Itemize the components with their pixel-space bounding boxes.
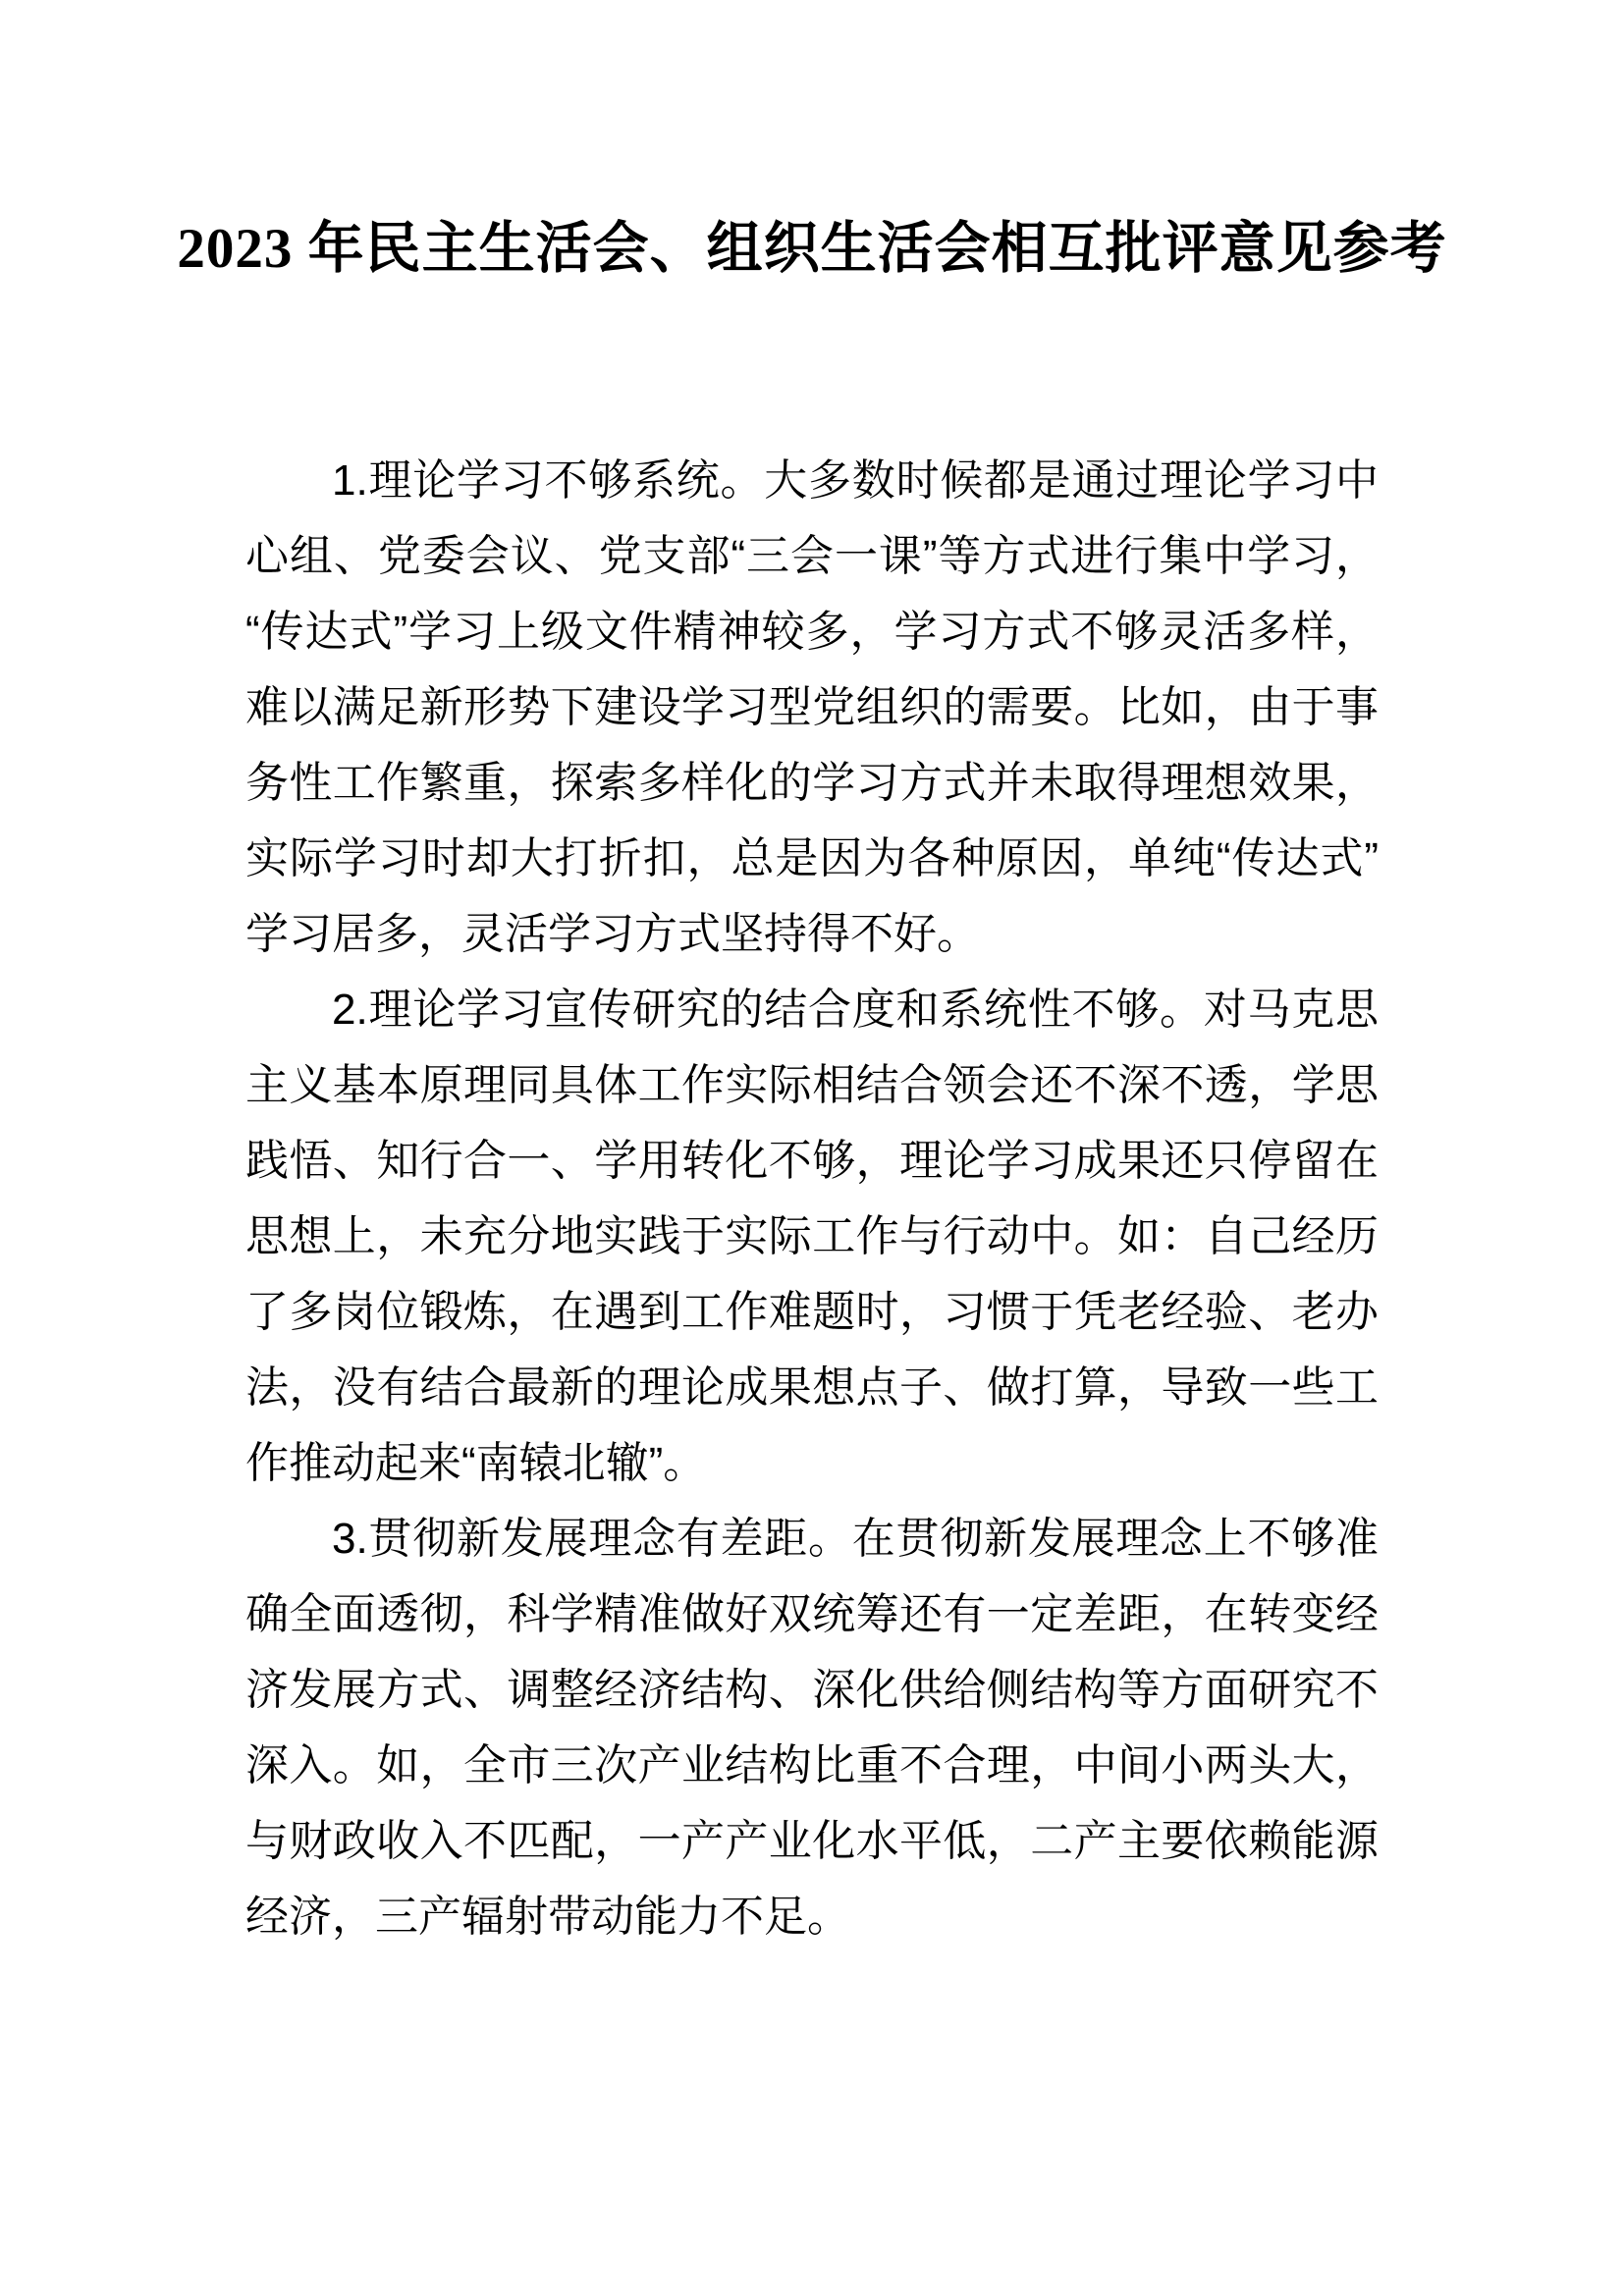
paragraph-2: 2.理论学习宣传研究的结合度和系统性不够。对马克思主义基本原理同具体工作实际相结合领会还不深不透，学思践悟、知行合一、学用转化不够，理论学习成果还只停留在思想上，未充分地实践于实际工作与行动中。如：自己经历了多岗位锻炼，在遇到工作难题时，习惯于凭老经验、老办法，没有结合最新的理论成果想点子、做打算，导致一些工作推动起来“南辕北辙”。 xyxy=(245,986,1379,1487)
document-body xyxy=(245,443,1379,1954)
paragraph-3: 3.贯彻新发展理念有差距。在贯彻新发展理念上不够准确全面透彻，科学精准做好双统筹还有一定差距，在转变经济发展方式、调整经济结构、深化供给侧结构等方面研究不深入。如，全市三次产业结构比重不合理，中间小两头大，与财政收入不匹配，一产产业化水平低，二产主要依赖能源经济，三产辐射带动能力不足。 xyxy=(245,1515,1379,1941)
document-title: 2023 年民主生活会、组织生活会相互批评意见参考 xyxy=(177,218,1447,280)
paragraph-1: 1.理论学习不够系统。大多数时候都是通过理论学习中心组、党委会议、党支部“三会一课”等方式进行集中学习，“传达式”学习上级文件精神较多，学习方式不够灵活多样，难以满足新形势下建设学习型党组织的需要。比如，由于事务性工作繁重，探索多样化的学习方式并未取得理想效果，实际学习时却大打折扣，总是因为各种原因，单纯“传达式”学习居多，灵活学习方式坚持得不好。 xyxy=(245,456,1379,958)
